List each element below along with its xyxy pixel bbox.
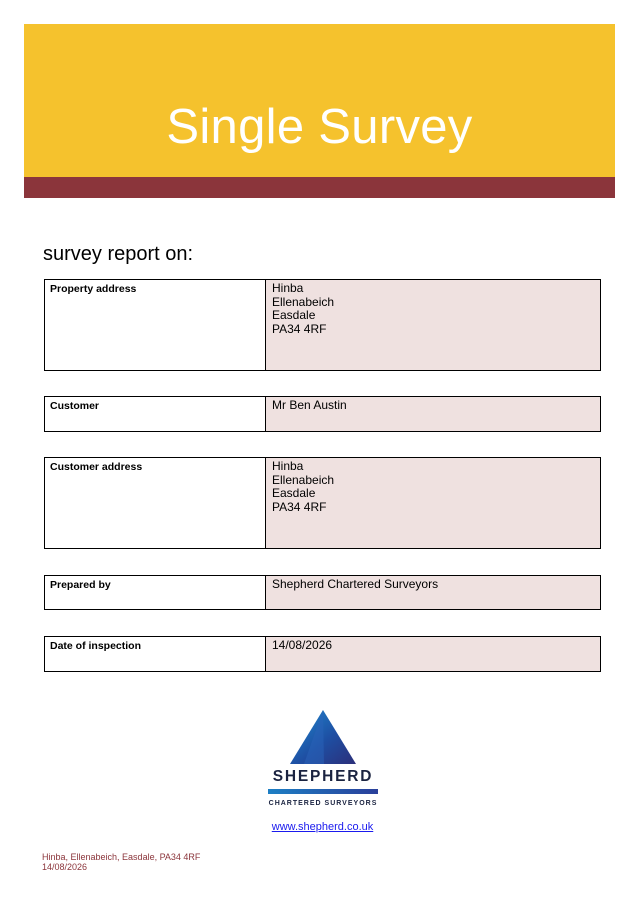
field-label: Date of inspection (45, 637, 266, 671)
customer-address-field (44, 457, 601, 549)
field-value (266, 637, 600, 671)
value-line: PA34 4RF (272, 499, 327, 514)
value-line: 14/08/2026 (272, 638, 333, 652)
customer-field (44, 396, 601, 432)
banner-stripe (24, 177, 615, 198)
logo-divider-bar (268, 789, 378, 794)
prepared-by-field (44, 575, 601, 610)
value-line: Ellenabeich (272, 294, 335, 309)
field-value (266, 458, 600, 548)
page-footer (42, 852, 200, 872)
field-value (266, 280, 600, 370)
value-line: Hinba (272, 281, 304, 295)
field-value (266, 576, 600, 609)
title-banner (24, 24, 615, 177)
footer-address: Hinba, Ellenabeich, Easdale, PA34 4RF (42, 852, 201, 862)
field-label: Customer address (45, 458, 266, 548)
property-address-field (44, 279, 601, 371)
logo-wordmark: SHEPHERD (272, 768, 374, 785)
field-label: Property address (45, 280, 266, 370)
report-subtitle: survey report on: (43, 243, 194, 265)
value-line: Easdale (272, 308, 316, 322)
value-line: Easdale (272, 486, 316, 500)
value-line: PA34 4RF (272, 321, 327, 336)
value-line: Hinba (272, 459, 304, 473)
field-label: Prepared by (45, 576, 266, 609)
field-value (266, 397, 600, 431)
value-line: Mr Ben Austin (272, 398, 347, 412)
website-link[interactable]: www.shepherd.co.uk (271, 821, 374, 833)
footer-date: 14/08/2026 (42, 862, 88, 872)
value-line: Ellenabeich (272, 472, 335, 487)
logo-tagline: CHARTERED SURVEYORS (268, 800, 378, 807)
field-label: Customer (45, 397, 266, 431)
value-line: Shepherd Chartered Surveyors (272, 577, 439, 591)
page-title: Single Survey (166, 99, 473, 154)
date-of-inspection-field (44, 636, 601, 672)
